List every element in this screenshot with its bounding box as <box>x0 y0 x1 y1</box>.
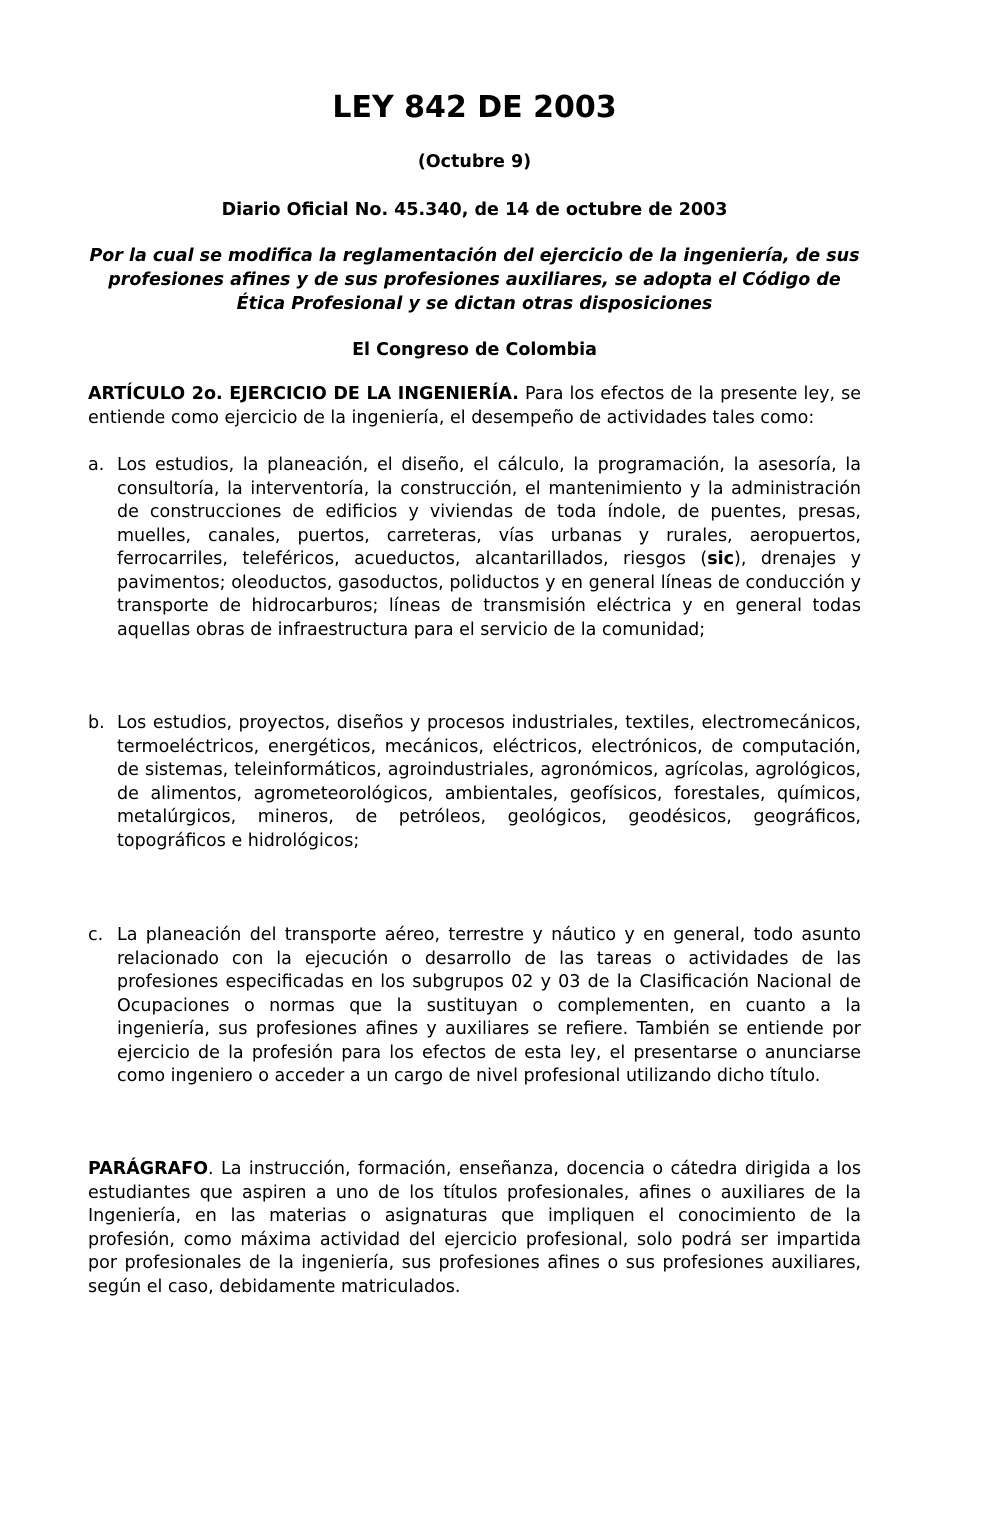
list-item-c <box>88 924 861 1089</box>
law-title: LEY 842 DE 2003 <box>332 90 617 125</box>
issuer: El Congreso de Colombia <box>352 340 597 360</box>
list-item-b-text: Los estudios, proyectos, diseños y procesos industriales, textiles, electromecánicos, termoeléctricos, energéticos, mecánicos, eléctricos, electrónicos, de computación, de sistemas, teleinformáticos, agroindustriales, agronómicos, agrícolas, agrológicos, de alimentos, agrometeorológicos, ambientales, geofísicos, forestales, químicos, metalúrgicos, mineros, de petróleos, geológicos, geodésicos, geográficos, topográficos e hidrológicos; <box>117 713 861 851</box>
list-marker-c: c. <box>88 925 104 945</box>
list-marker-a: a. <box>88 455 105 475</box>
paragrafo-heading: PARÁGRAFO <box>88 1159 208 1179</box>
list-item-a <box>88 454 861 642</box>
article-2-paragraph <box>88 383 861 430</box>
paragrafo-paragraph <box>88 1158 861 1299</box>
list-item-b <box>88 712 861 853</box>
item-a-text-before: Los estudios, la planeación, el diseño, el cálculo, la programación, la asesoría, la consultoría, la interventoría, la construcción, el mantenimiento y la administración de construcciones de edificios y viviendas de toda índole, de puentes, presas, muelles, canales, puertos, carreteras, vías urbanas y rurales, aeropuertos, ferrocarriles, teleféricos, acueductos, alcantarillados, riesgos ( <box>117 455 861 569</box>
list-item-c-text: La planeación del transporte aéreo, terrestre y náutico y en general, todo asunto relacionado con la ejecución o desarrollo de las tareas o actividades de las profesiones especificadas en los subgrupos 02 y 03 de la Clasificación Nacional de Ocupaciones o normas que la sustituyan o complementen, en cuanto a la ingeniería, sus profesiones afines y auxiliares se refiere. También se entiende por ejercicio de la profesión para los efectos de esta ley, el presentarse o anunciarse como ingeniero o acceder a un cargo de nivel profesional utilizando dicho título. <box>117 925 861 1086</box>
law-subtitle: Por la cual se modifica la reglamentación del ejercicio de la ingeniería, de sus profesiones afines y de sus profesiones auxiliares, se adopta el Código de Ética Profesional y se dictan otras disposiciones <box>89 246 860 314</box>
item-a-sic: sic <box>707 549 735 569</box>
list-marker-b: b. <box>88 713 105 733</box>
article-heading: ARTÍCULO 2o. EJERCICIO DE LA INGENIERÍA. <box>88 384 519 404</box>
item-a-text-after: ), drenajes y pavimentos; oleoductos, gasoductos, poliductos y en general líneas de conducción y transporte de hidrocarburos; líneas de transmisión eléctrica y en general todas aquellas obras de infraestructura para el servicio de la comunidad; <box>117 549 862 640</box>
article-intro: Para los efectos de la presente ley, se entiende como ejercicio de la ingeniería, el desempeño de actividades tales como: <box>88 384 862 428</box>
list-item-a-text <box>117 454 861 642</box>
law-date: (Octubre 9) <box>417 152 532 172</box>
paragrafo-text: . La instrucción, formación, enseñanza, docencia o cátedra dirigida a los estudiantes que aspiren a uno de los títulos profesionales, afines o auxiliares de la Ingeniería, en las materias o asignaturas que impliquen el conocimiento de la profesión, como máxima actividad del ejercicio profesional, solo podrá ser impartida por profesionales de la ingeniería, sus profesiones afines o sus profesiones auxiliares, según el caso, debidamente matriculados. <box>88 1159 861 1297</box>
diario-oficial-reference: Diario Oficial No. 45.340, de 14 de octubre de 2003 <box>221 200 728 220</box>
